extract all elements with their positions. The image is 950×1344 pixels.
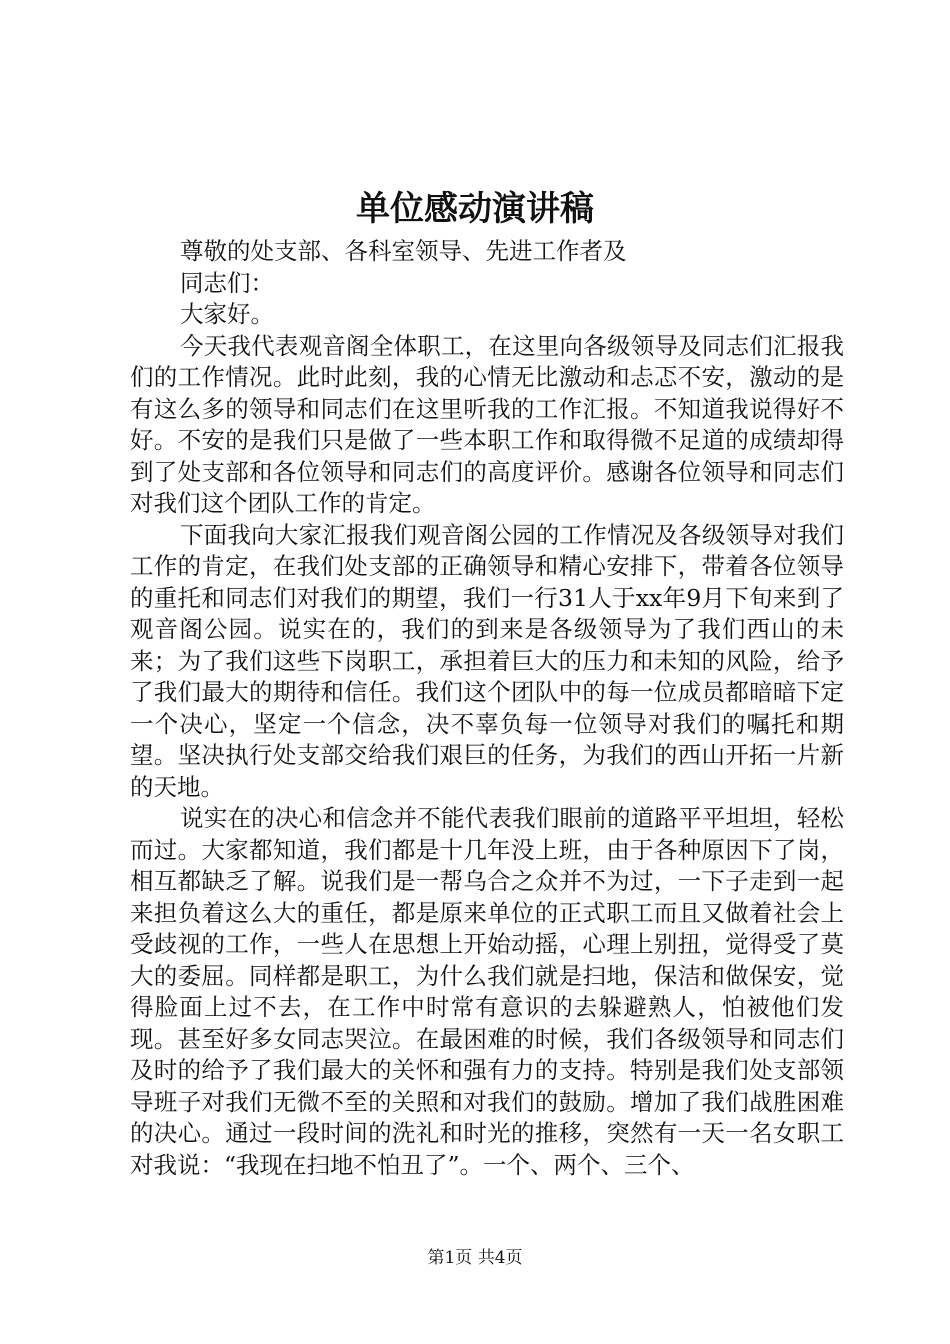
page-number-footer: 第1页 共4页 <box>427 1248 523 1268</box>
body-paragraph: 下面我向大家汇报我们观音阁公园的工作情况及各级领导对我们工作的肯定，在我们处支部的正确领导和精心安排下，带着各位领导的重托和同志们对我们的期望，我们一行31人于xx年9月下旬来到了观音阁公园。说实在的，我们的到来是各级领导为了我们西山的未来；为了我们这些下岗职工，承担着巨大的压力和未知的风险，给予了我们最大的期待和信任。我们这个团队中的每一位成员都暗暗下定一个决心，坚定一个信念，决不辜负每一位领导对我们的嘱托和期望。坚决执行处支部交给我们艰巨的任务，为我们的西山开拓一片新的天地。 <box>130 520 844 801</box>
salutation-line: 同志们： <box>180 268 274 297</box>
document-body <box>130 236 844 1181</box>
salutation-line: 尊敬的处支部、各科室领导、先进工作者及 <box>180 237 627 265</box>
body-paragraph: 今天我代表观音阁全体职工，在这里向各级领导及同志们汇报我们的工作情况。此时此刻，我的心情无比激动和忐忑不安，激动的是有这么多的领导和同志们在这里听我的工作汇报。不知道我说得好不好。不安的是我们只是做了一些本职工作和取得微不足道的成绩却得到了处支部和各位领导和同志们的高度评价。感谢各位领导和同志们对我们这个团队工作的肯定。 <box>130 331 844 517</box>
document-title: 单位感动演讲稿 <box>356 189 594 229</box>
body-paragraph: 说实在的决心和信念并不能代表我们眼前的道路平平坦坦，轻松而过。大家都知道，我们都是十几年没上班，由于各种原因下了岗，相互都缺乏了解。说我们是一帮乌合之众并不为过，一下子走到一起来担负着这么大的重任，都是原来单位的正式职工而且又做着社会上受歧视的工作，一些人在思想上开始动摇，心理上别扭，觉得受了莫大的委屈。同样都是职工，为什么我们就是扫地，保洁和做保安，觉得脸面上过不去，在工作中时常有意识的去躲避熟人，怕被他们发现。甚至好多女同志哭泣。在最困难的时候，我们各级领导和同志们及时的给予了我们最大的关怀和强有力的支持。特别是我们处支部领导班子对我们无微不至的关照和对我们的鼓励。增加了我们战胜困难的决心。通过一段时间的洗礼和时光的推移，突然有一天一名女职工对我说：“我现在扫地不怕丑了”。一个、两个、三个、 <box>130 804 844 1179</box>
greeting-line: 大家好。 <box>180 300 274 328</box>
